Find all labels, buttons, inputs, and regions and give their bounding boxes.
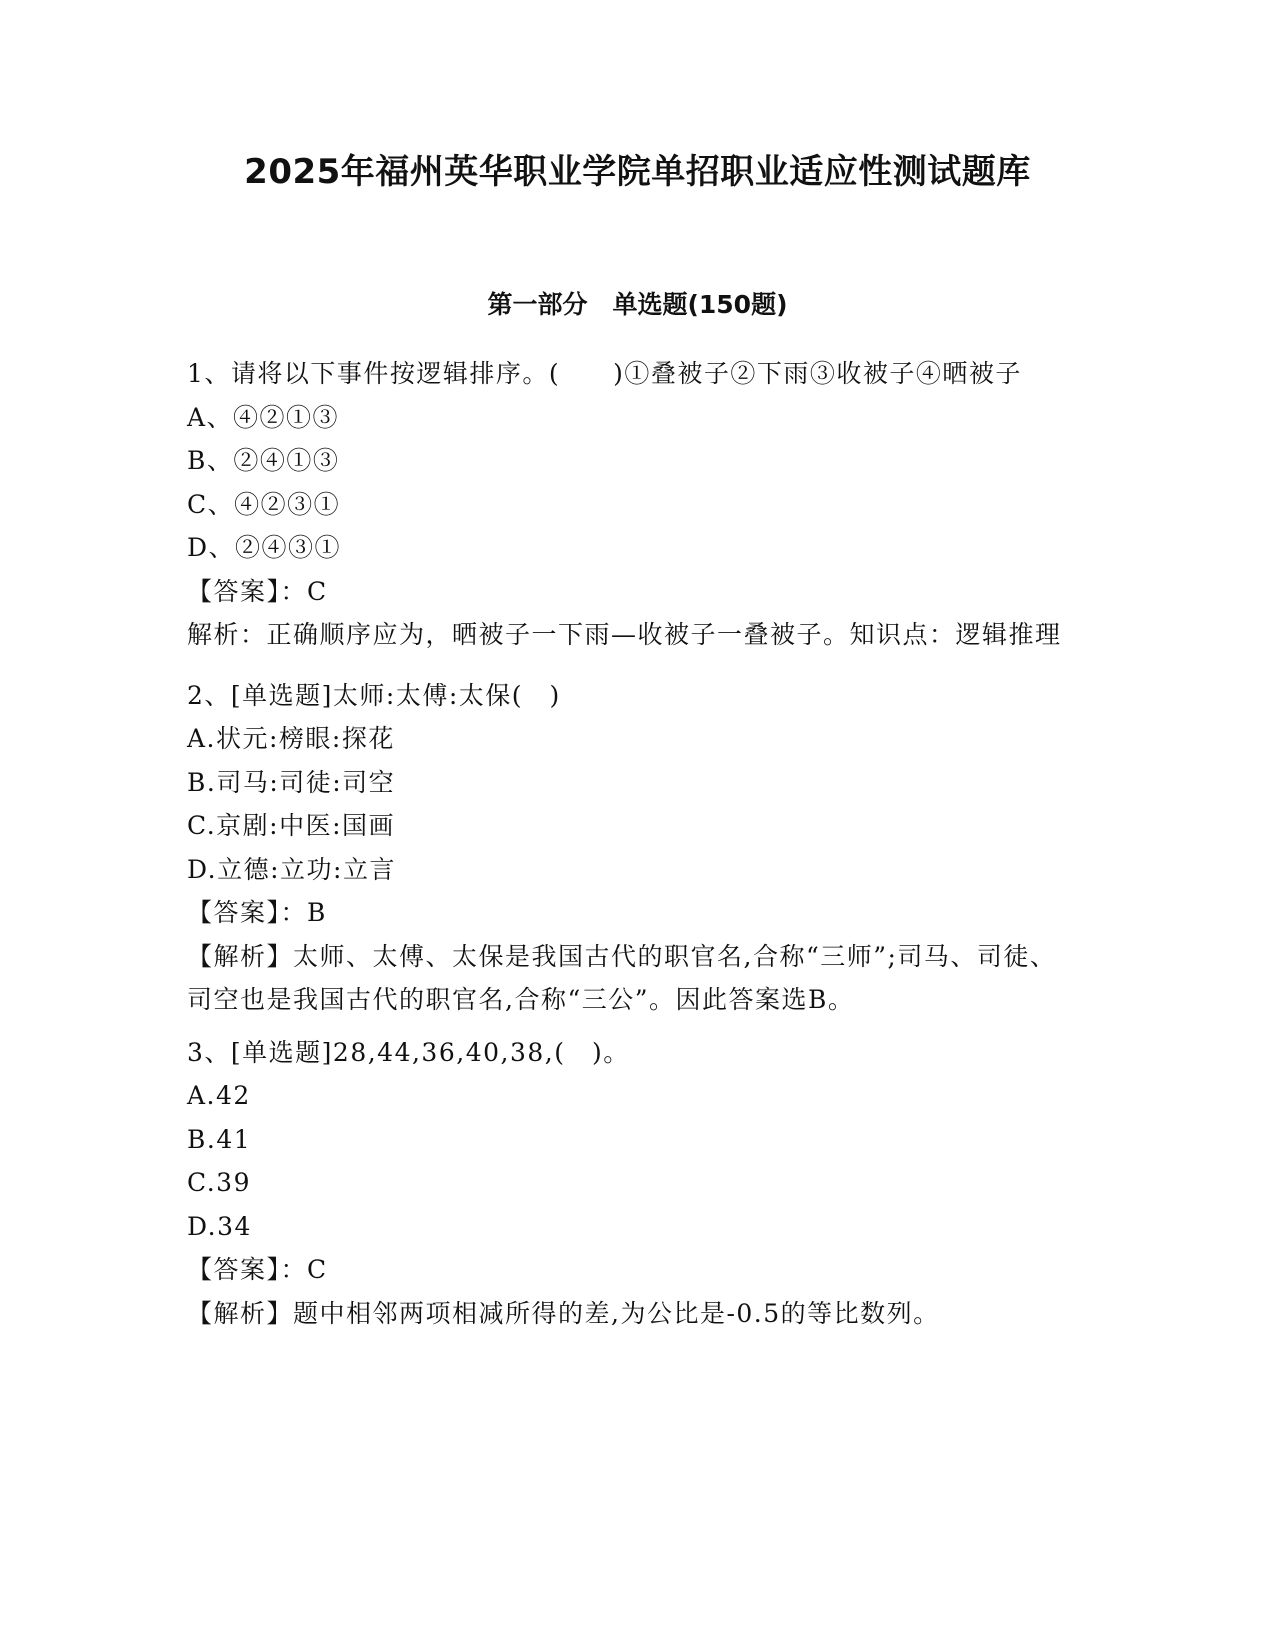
answer-line: 【答案】：B [187,898,327,927]
question-stem: 1、请将以下事件按逻辑排序。( )①叠被子②下雨③收被子④晒被子 [187,359,1022,388]
option-b: B.司马:司徒:司空 [187,767,396,797]
option-d: D.立德:立功:立言 [187,854,396,884]
question-3 [187,1031,1067,1336]
answer-line: 【答案】：C [187,576,328,606]
answer-line: 【答案】：C [187,1255,328,1284]
question-2 [187,674,1067,1022]
analysis-text: 解析：正确顺序应为，晒被子一下雨—收被子一叠被子。知识点：逻辑推理 [187,620,1062,649]
option-d: D.34 [187,1211,252,1241]
analysis-text: 【解析】太师、太傅、太保是我国古代的职官名,合称“三师”;司马、司徒、司空也是我国古代的职官名,合称“三公”。因此答案选B。 [187,941,1057,1014]
question-list [187,352,1067,1335]
option-b: B、②④①③ [187,446,340,475]
option-c: C.京剧:中医:国画 [187,811,396,840]
question-1 [187,352,1067,657]
option-a: A.状元:榜眼:探花 [187,724,395,753]
analysis-text: 【解析】题中相邻两项相减所得的差,为公比是-0.5的等比数列。 [187,1298,940,1328]
section-heading: 第一部分 单选题(150题) [487,290,788,319]
option-d: D、②④③① [187,533,342,562]
option-a: A.42 [187,1081,251,1110]
option-c: C.39 [187,1168,251,1197]
question-stem: 3、[单选题]28,44,36,40,38,( )。 [187,1037,630,1067]
option-c: C、④②③① [187,489,341,519]
question-stem: 2、[单选题]太师:太傅:太保( ) [187,680,561,710]
document-title: 2025年福州英华职业学院单招职业适应性测试题库 [244,152,1031,192]
option-b: B.41 [187,1124,252,1154]
option-a: A、④②①③ [187,402,340,432]
